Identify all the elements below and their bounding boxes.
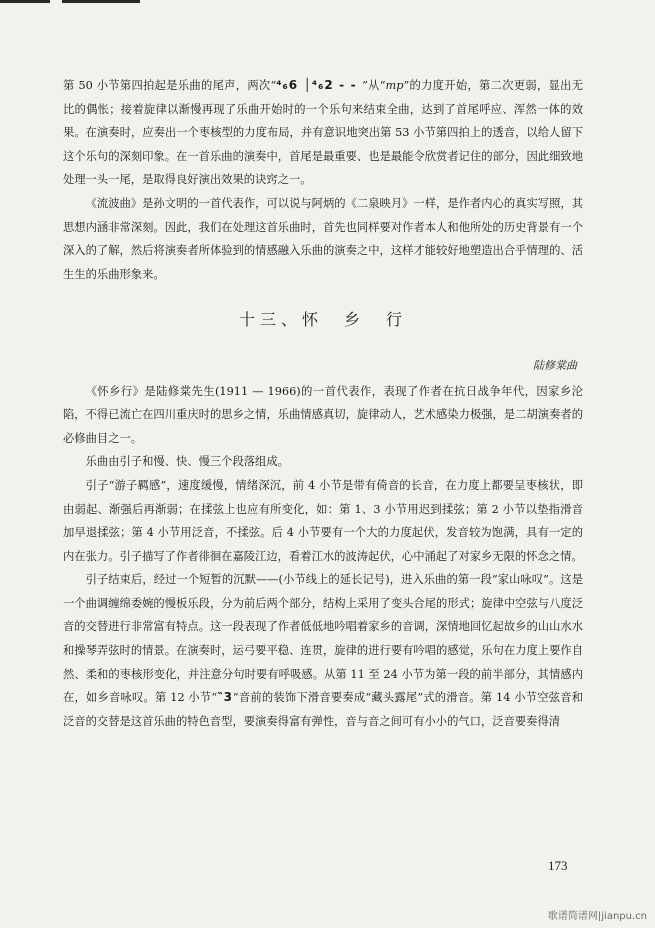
paragraph-liubo: 《流波曲》是孙文明的一首代表作，可以说与阿炳的《二泉映月》一样，是作者内心的真实写照，其思想内涵非常深刻。因此，我们在处理这首乐曲时，首先也同样要对作者本人和他所处的历史背景有一个深入的了解，然后将演奏者所体验到的情感融入乐曲的演奏之中，这样才能较好地塑造出合乎情理的、活生生的乐曲形象来。 [63,196,583,281]
paragraph-section-one: 引子结束后，经过一个短暂的沉默——(小节线上的延长记号)，进入乐曲的第一段“家山咏叹”。这是一个曲调缠绵委婉的慢板乐段，分为前后两个部分，结构上采用了变头合尾的形式；旋律中空弦与八度泛音的交替进行非常富有特点。这一段表现了作者低低地吟唱着家乡的音调，深情地回忆起故乡的山山水水和操琴弄弦时的情景。在演奏时，运弓要平稳、连贯，旋律的进行要有吟唱的感觉，乐句在力度上要作自然、柔和的枣核形变化，并注意分句时要有呼吸感。从第 11 至 24 小节为第一段的前半部分，其情感内在，如乡音咏叹。第 12 小节“‶3”音前的装饰下滑音要奏成“藏头露尾”式的滑音。第 14 小节空弦音和泛音的交替是这首乐曲的特色音型，要演奏得富有弹性，音与音之间可有小小的气口，泛音要奏得清 [63,573,583,728]
page-body [63,74,583,733]
composer-credit: 陆修棠曲 [533,358,577,372]
paragraph-structure: 乐曲由引子和慢、快、慢三个段落组成。 [85,455,289,469]
paragraph-coda: 第 50 小节第四拍起是乐曲的尾声，两次“⁴₆6 │⁴₆2 - - ”从“mp”的力度开始，第二次更弱，显出无比的偶怅；接着旋律以渐慢再现了乐曲开始时的一个乐句来结束全曲，达到了首尾呼应、浑然一体的效果。在演奏时，应奏出一个枣核型的力度布局，并有意识地突出第 53 小节第四拍上的透音，以给人留下这个乐句的深刻印象。在一首乐曲的演奏中，首尾是最重要、也是最能令欣赏者记住的部分，因此细致地处理一头一尾，是取得良好演出效果的诀窍之一。 [63,78,584,187]
dynamic-mark: mp [385,79,404,92]
music-notation-2: ‶3 [217,690,233,705]
section-title: 十三、怀 乡 行 [238,310,407,330]
top-rule-left [0,0,50,3]
page-number: 173 [548,858,568,873]
paragraph-prelude: 引子“游子羁感”，速度缓慢，情绪深沉，前 4 小节是带有倚音的长音，在力度上都要呈枣核状，即由弱起、渐强后再渐弱；在揉弦上也应有所变化，如：第 1、3 小节用迟到揉弦；第 2 小节以垫指滑音加早退揉弦；第 4 小节用泛音，不揉弦。后 4 小节要有一个大的力度起伏，发音较为饱满，具有一定的内在张力。引子描写了作者徘徊在嘉陵江边，看着江水的波涛起伏，心中涌起了对家乡无限的怀念之情。 [63,478,583,563]
paragraph-intro: 《怀乡行》是陆修棠先生(1911 — 1966)的一首代表作，表现了作者在抗日战争年代，因家乡沦陷，不得已流亡在四川重庆时的思乡之情，乐曲情感真切，旋律动人，艺术感染力极强，是二胡演奏者的必修曲目之一。 [63,384,583,445]
music-notation: ⁴₆6 │⁴₆2 - - [276,78,363,92]
top-rule-right [62,0,140,3]
watermark: 歌谱简谱网|jianpu.cn [547,911,647,922]
